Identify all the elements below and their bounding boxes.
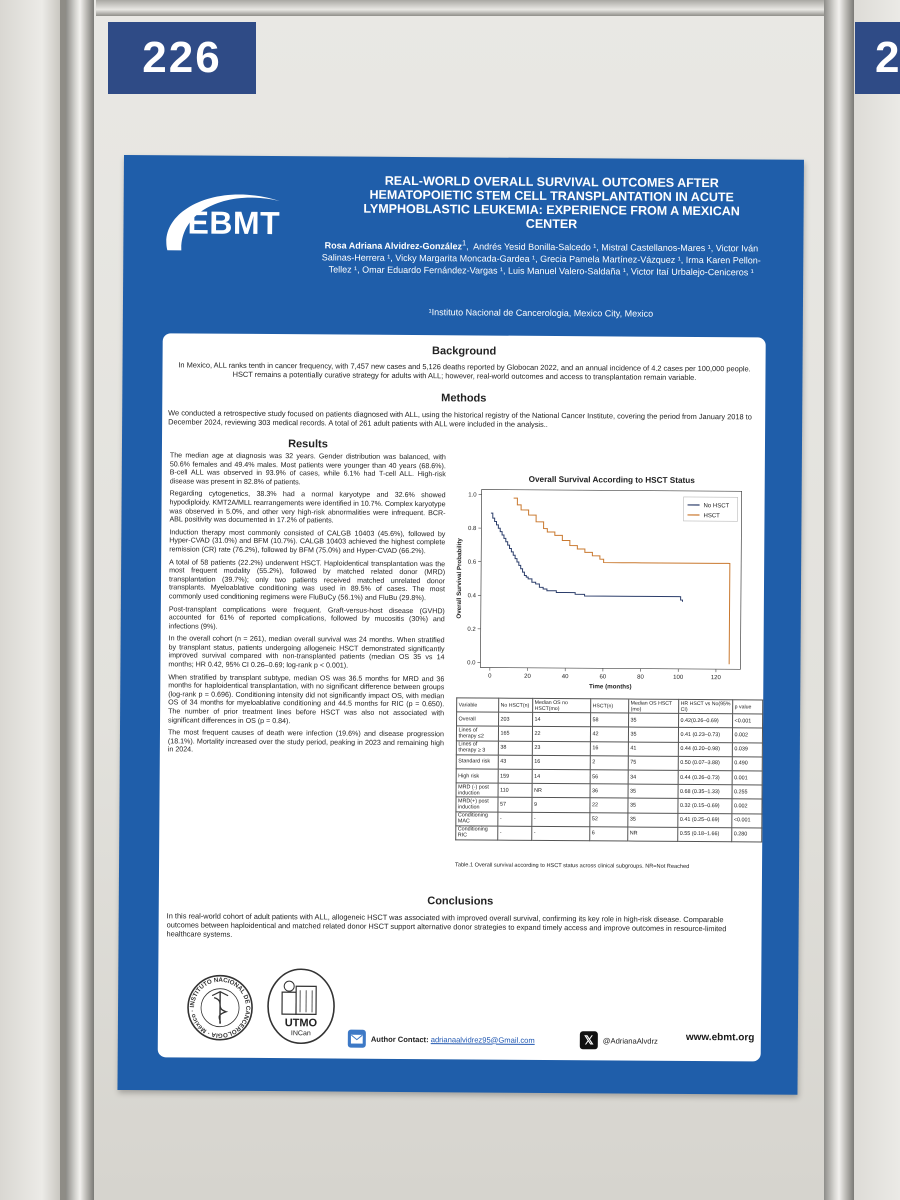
- y-tick-label: 0.4: [467, 593, 476, 600]
- table-cell: 75: [628, 756, 678, 771]
- results-paragraph: The median age at diagnosis was 32 years. Gender distribution was balanced, with 50.6% females and 49.4% males. Most patients were younger than 40 years (68.6%). B-cell ALL was observed in 93.9% of cases, while 6.1% had T-cell ALL. High-risk disease was present in 82.8% of patients.: [169, 451, 446, 487]
- table-cell: 0.039: [732, 742, 762, 756]
- conclusions-heading: Conclusions: [427, 895, 494, 908]
- table-cell: 36: [590, 784, 628, 798]
- table-cell: 22: [590, 798, 628, 812]
- logo-text: EBMT: [187, 204, 281, 242]
- y-tick-label: 0.0: [467, 660, 476, 667]
- wall-left: [0, 0, 60, 1200]
- mail-icon: [348, 1030, 366, 1048]
- contact-label: Author Contact:: [370, 1034, 429, 1044]
- results-paragraph: When stratified by transplant subtype, median OS was 36.5 months for MRD and 36 months for haploidentical transplantation, with no significant difference between groups (log-rank p = 0.696). Conditioning intensity did not significantly impact OS, with median OS of 34 months for myeloablative conditioning and 44.5 months for RIC (p = 0.650). The number of prior treatment lines before HSCT was also not associated with significant differences in OS (p = 0.84).: [168, 672, 445, 725]
- table-cell: Standard risk: [456, 755, 498, 769]
- chart-title: Overall Survival According to HSCT Status: [528, 474, 695, 485]
- table-cell: Conditioning MAC: [456, 811, 498, 825]
- table-cell: MRD (-) post induction: [456, 783, 498, 797]
- x-tick-label: 0: [488, 673, 492, 680]
- seal-ring-text: INSTITUTO NACIONAL DE CANCEROLOGIA · México ·: [189, 976, 252, 1039]
- table-cell: 0.44 (0.20–0.98): [678, 742, 732, 757]
- results-paragraph: In the overall cohort (n = 261), median overall survival was 24 months. When stratified by transplant status, patients undergoing allogeneic HSCT demonstrated significantly improved survival compared with non-transplanted patients (median OS 35 vs 14 months; HR 0.42, 95% CI 0.26–0.69; log-rank p < 0.001).: [168, 634, 445, 670]
- table-cell: -: [498, 812, 532, 826]
- table-cell: 16: [590, 741, 628, 755]
- table-cell: 14: [532, 769, 590, 784]
- table-cell: 0.50 (0.07–3.88): [678, 756, 732, 771]
- table-header: Median OS HSCT (mo): [629, 699, 679, 714]
- y-tick-label: 0.8: [468, 526, 477, 533]
- poster-board-next: [850, 0, 900, 1200]
- table-cell: 0.55 (0.18–1.66): [678, 827, 732, 842]
- table-cell: 0.002: [732, 799, 762, 813]
- table-header: p value: [733, 700, 763, 714]
- methods-heading: Methods: [441, 392, 487, 405]
- x-tick-label: 120: [710, 675, 721, 682]
- legend-label: HSCT: [703, 513, 720, 520]
- content-panel: [158, 333, 766, 1061]
- x-handle[interactable]: @AdrianaAlvdrz: [602, 1035, 658, 1046]
- y-axis-label: Overall Survival Probability: [455, 538, 464, 619]
- incan-seal-icon: [186, 973, 254, 1041]
- table-cell: 0.44 (0.26–0.73): [678, 770, 732, 785]
- website-link[interactable]: www.ebmt.org: [685, 1031, 755, 1044]
- table-cell: <0.001: [732, 813, 762, 827]
- table-cell: High risk: [456, 769, 498, 783]
- poster: [117, 155, 804, 1095]
- table-cell: 0.280: [732, 827, 762, 841]
- incan-seal: [186, 973, 254, 1041]
- board-number: 226: [108, 22, 256, 94]
- table-cell: 35: [628, 813, 678, 828]
- board-number-next: 2: [855, 22, 900, 94]
- table-cell: NR: [532, 783, 590, 798]
- table-cell: 35: [628, 727, 678, 742]
- table-cell: -: [498, 826, 532, 840]
- table-cell: 35: [628, 784, 678, 799]
- table-cell: 0.42(0.26–0.69): [679, 714, 733, 729]
- table-cell: 0.32 (0.15–0.69): [678, 799, 732, 814]
- table-cell: 0.002: [732, 728, 762, 742]
- x-logo-icon: 𝕏: [580, 1031, 598, 1049]
- table-cell: 58: [591, 713, 629, 727]
- table-header: No HSCT(n): [499, 698, 533, 712]
- affiliation: ¹Instituto Nacional de Cancerologia, Mexico City, Mexico: [428, 307, 654, 319]
- table-cell: 43: [498, 755, 532, 769]
- lead-author-affil: 1: [461, 238, 467, 248]
- table-cell: 9: [532, 798, 590, 813]
- utmo-seal: [266, 968, 337, 1046]
- legend-label: No HSCT: [703, 503, 730, 510]
- table-cell: 14: [533, 713, 591, 728]
- subgroup-table: [455, 697, 763, 842]
- x-axis-label: Time (months): [589, 683, 632, 691]
- table-cell: 0.41 (0.23–0.73): [678, 728, 732, 743]
- table-cell: 22: [532, 727, 590, 742]
- table-header: Variable: [457, 698, 499, 712]
- x-tick-label: 20: [524, 673, 531, 680]
- board-pole-left: [66, 0, 94, 1200]
- results-paragraph: Induction therapy most commonly consisted of CALGB 10403 (45.6%), followed by Hyper-CVAD (31.0%) and BFM (10.7%). CALGB 10403 achieved the highest complete remission (CR) rate (76.2%), followed by BFM (75.0%) and Hyper-CVAD (66.2%).: [169, 528, 446, 556]
- survival-chart: [452, 467, 754, 695]
- utmo-title: UTMO: [284, 1017, 318, 1030]
- table-cell: 203: [499, 712, 533, 726]
- table-row: [456, 826, 762, 842]
- social-handle: [580, 1031, 658, 1050]
- methods-text: We conducted a retrospective study focused on patients diagnosed with ALL, using the historical registry of the National Cancer Institute, covering the period from January 2018 to December 2024, reviewing 303 medical records. A total of 261 adult patients with ALL were included in the analysis..: [168, 408, 752, 429]
- table-cell: 165: [498, 727, 532, 741]
- table-cell: NR: [628, 827, 678, 842]
- table-cell: 38: [498, 741, 532, 755]
- table-cell: 35: [628, 798, 678, 813]
- table-cell: -: [532, 812, 590, 827]
- poster-title: REAL-WORLD OVERALL SURVIVAL OUTCOMES AFTER HEMATOPOIETIC STEM CELL TRANSPLANTATION IN ACUTE LYMPHOBLASTIC LEUKEMIA: EXPERIENCE FROM A MEXICAN CENTER: [363, 173, 740, 232]
- table-cell: 57: [498, 797, 532, 811]
- table-cell: Conditioning RIC: [456, 826, 498, 840]
- table-cell: 41: [628, 742, 678, 757]
- table-caption: Table.1 Overall survival according to HSCT status across clinical subgroups. NR=Not Reached: [455, 862, 690, 870]
- table-cell: 0.68 (0.35–1.33): [678, 785, 732, 800]
- results-heading: Results: [288, 438, 328, 451]
- results-paragraph: Post-transplant complications were frequent. Graft-versus-host disease (GVHD) accounted for 61% of reported complications, followed by mucositis (30%) and infections (9%).: [168, 604, 445, 631]
- table-cell: MRD(+) post induction: [456, 797, 498, 811]
- table-cell: 52: [590, 812, 628, 826]
- table-cell: -: [532, 826, 590, 841]
- table-cell: 34: [628, 770, 678, 785]
- table-cell: 0.255: [732, 785, 762, 799]
- table-cell: <0.001: [733, 714, 763, 728]
- x-tick-label: 40: [561, 674, 569, 681]
- footer-bar: [348, 1027, 758, 1052]
- table-cell: 0.41 (0.25–0.69): [678, 813, 732, 828]
- utmo-building-icon: [266, 968, 337, 1046]
- table-cell: 2: [590, 756, 628, 770]
- table-cell: 159: [498, 769, 532, 783]
- author-list: Rosa Adriana Alvidrez-González$^1$, Andrés Yesid Bonilla-Salcedo ¹, Mistral Castellanos-Mares ¹, Victor Iván Salinas-Herrera ¹, Vicky Margarita Moncada-Gardea ¹, Grecia Pamela Martínez-Vázquez ¹, Irma Karen Pellon-Tellez ¹, Omar Eduardo Fernández-Vargas ¹, Luis Manuel Valero-Saldaña ¹, Victor Itaí Urbalejo-Ceniceros ¹: [321, 238, 761, 278]
- co-authors: Andrés Yesid Bonilla-Salcedo ¹, Mistral Castellanos-Mares ¹, Victor Iván Salinas-Herrera ¹, Vicky Margarita Moncada-Gardea ¹, Grecia Pamela Martínez-Vázquez ¹, Irma Karen Pellon-Tellez ¹, Omar Eduardo Fernández-Vargas ¹, Luis Manuel Valero-Saldaña ¹, Victor Itaí Urbalejo-Ceniceros ¹: [321, 241, 761, 278]
- results-column: [168, 451, 446, 760]
- table-cell: Lines of therapy ≤2: [456, 726, 498, 740]
- contact-email-link[interactable]: adrianaalvidrez95@Gmail.com: [430, 1034, 535, 1045]
- table-cell: Overall: [457, 712, 499, 726]
- table-header: HR HSCT vs No(95% CI): [679, 699, 733, 714]
- board-top-rail: [96, 0, 836, 16]
- results-paragraph: The most frequent causes of death were infection (19.6%) and disease progression (18.1%). Mortality increased over the study period, peaking in 2023 and remaining high in 2024.: [167, 728, 444, 754]
- board-pole-right: [824, 0, 854, 1200]
- y-tick-label: 1.0: [468, 492, 477, 499]
- x-tick-label: 60: [599, 674, 607, 681]
- background-heading: Background: [432, 345, 497, 358]
- author-contact: [348, 1030, 535, 1049]
- conclusions-text: In this real-world cohort of adult patients with ALL, allogeneic HSCT was associated with improved overall survival, confirming its key role in high-risk disease. Comparable outcomes between haploidentical and matched related donor HSCT support alternative donor strategies to expand timely access and improve outcomes in resource-limited healthcare systems.: [166, 911, 727, 939]
- table-cell: 0.001: [732, 771, 762, 785]
- results-paragraph: A total of 58 patients (22.2%) underwent HSCT. Haploidentical transplantation was the most frequent modality (55.2%), followed by matched related donor (MRD) transplantation (39.7%); only two patients received matched unrelated donor transplants. Myeloablative conditioning was used in 89.5% of cases. The most commonly used conditioning regimens were FluBuCy (56.1%) and FluBu (29.8%).: [168, 557, 446, 603]
- table-cell: 42: [590, 727, 628, 741]
- table-cell: 6: [590, 826, 628, 840]
- table-header: HSCT(n): [591, 699, 629, 713]
- table-cell: Lines of therapy ≥ 3: [456, 740, 498, 754]
- x-tick-label: 80: [637, 674, 644, 681]
- results-paragraph: Regarding cytogenetics, 38.3% had a normal karyotype and 32.6% showed hypodiploidy. KMT2A/MLL rearrangements were identified in 10.7%. Complex karyotype was observed in 5.0%, and other very high-risk abnormalities were infrequent. BCR-ABL positivity was documented in 17.2% of patients.: [169, 489, 446, 525]
- lead-author: Rosa Adriana Alvidrez-González: [324, 240, 463, 252]
- table-cell: 56: [590, 770, 628, 784]
- utmo-subtitle: INCan: [290, 1030, 311, 1038]
- table-cell: 23: [532, 741, 590, 756]
- y-tick-label: 0.6: [467, 559, 477, 566]
- table-header: Median OS no HSCT(mo): [533, 698, 591, 713]
- ebmt-logo: [157, 180, 288, 271]
- table-cell: 110: [498, 783, 532, 797]
- x-tick-label: 100: [673, 674, 684, 681]
- survival-chart-svg: [452, 467, 754, 695]
- table-cell: 16: [532, 755, 590, 770]
- table-cell: 0.490: [732, 757, 762, 771]
- background-text: In Mexico, ALL ranks tenth in cancer frequency, with 7,457 new cases and 5,126 deaths reported by Globocan 2022, and an annual incidence of 4.2 cases per 100,000 people. HSCT remains a potentially curative strategy for adults with ALL; however, real-world outcomes and access to transplantation remain variable.: [178, 360, 751, 383]
- table-cell: 35: [629, 713, 679, 728]
- y-tick-label: 0.2: [467, 626, 476, 633]
